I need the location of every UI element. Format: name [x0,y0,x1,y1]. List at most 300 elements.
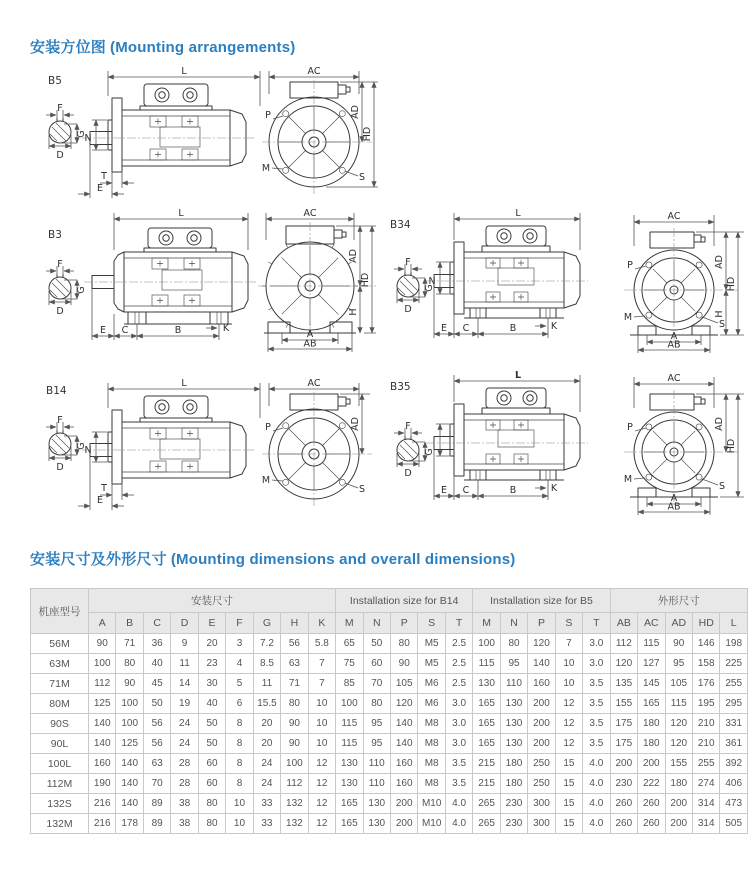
dim-cell: 160 [528,674,555,694]
dim-cell: 10 [226,794,253,814]
dim-cell: 12 [308,794,335,814]
dim-cell: 180 [638,734,665,754]
col-header: G [253,613,280,634]
dim-cell: 160 [89,754,116,774]
dim-cell: 12 [555,714,582,734]
dim-cell: 2.5 [445,674,472,694]
dim-label-G: G [424,448,435,456]
dim-cell: 260 [638,814,665,834]
dim-cell: 4 [226,654,253,674]
col-header: B [116,613,143,634]
dim-label-AB: AB [667,501,681,513]
dim-cell: 75 [336,654,363,674]
dim-cell: 120 [390,694,417,714]
dim-label-P: P [265,110,271,121]
dim-label-D: D [404,304,412,315]
dim-cell: 15 [555,774,582,794]
dim-cell: 3.5 [583,694,610,714]
dim-cell: 4.0 [583,774,610,794]
dim-label-K: K [550,321,558,332]
dim-cell: 200 [638,754,665,774]
dim-cell: 90 [89,634,116,654]
dim-label-D: D [56,462,64,473]
dim-cell: 260 [610,794,637,814]
dim-label-K: K [550,483,558,494]
dim-cell: 300 [528,794,555,814]
dim-cell: M8 [418,774,445,794]
motor-front-view [262,378,372,506]
dim-label-E: E [440,485,448,496]
dim-cell: 216 [89,814,116,834]
col-header: T [583,613,610,634]
diagram-b3 [28,206,378,356]
diagram-b34 [378,206,750,356]
dim-cell: 140 [116,754,143,774]
dim-cell: 4.0 [583,754,610,774]
dim-cell: 90 [281,714,308,734]
dim-label-L: L [514,370,522,381]
dim-cell: 180 [638,714,665,734]
section-title-mounting-dimensions [30,548,515,569]
dim-cell: 165 [336,794,363,814]
dim-cell: 19 [171,694,198,714]
dim-cell: 95 [363,714,390,734]
row-model: 56M [31,634,89,654]
dim-cell: 36 [143,634,170,654]
dim-cell: 20 [198,634,225,654]
dim-cell: M10 [418,794,445,814]
col-header: M [473,613,500,634]
dim-cell: 7 [308,654,335,674]
dim-cell: 50 [198,734,225,754]
dim-label-AC: AC [667,211,681,222]
col-header: H [281,613,308,634]
dim-cell: 100 [116,714,143,734]
dim-cell: 120 [665,714,692,734]
dim-label-A: A [670,493,678,504]
dim-cell: 145 [638,674,665,694]
dim-label-P: P [627,260,633,271]
dim-cell: 10 [308,694,335,714]
dim-cell: 38 [171,794,198,814]
dim-cell: 158 [692,654,719,674]
dimensions-table [30,588,748,834]
header-model: 机座型号 [31,589,89,634]
dim-label-L: L [515,208,521,219]
dim-cell: 120 [665,734,692,754]
dim-cell: 80 [198,794,225,814]
dim-cell: 4.0 [583,814,610,834]
dim-label-AB: AB [667,339,681,351]
dim-cell: 314 [692,814,719,834]
dim-cell: 24 [253,774,280,794]
col-header: S [418,613,445,634]
dim-cell: 3.5 [445,774,472,794]
dim-label-N: N [84,445,92,456]
row-model: 100L [31,754,89,774]
dim-cell: 80 [281,694,308,714]
dim-cell: 10 [308,734,335,754]
dim-label-C: C [121,325,129,336]
dim-cell: 265 [473,794,500,814]
dim-label-G: G [76,130,87,138]
dim-cell: 200 [390,814,417,834]
dim-cell: 255 [720,674,748,694]
row-model: 71M [31,674,89,694]
dim-cell: 130 [336,774,363,794]
dim-label-D: D [56,150,64,161]
dim-cell: 95 [363,734,390,754]
dim-cell: 130 [500,694,527,714]
dim-cell: 115 [336,734,363,754]
dim-cell: 112 [610,634,637,654]
dim-cell: 80 [116,654,143,674]
dim-cell: 10 [555,674,582,694]
dim-cell: 60 [363,654,390,674]
dim-label-F: F [57,103,63,114]
dim-cell: 8 [226,754,253,774]
dim-cell: 155 [665,754,692,774]
dim-label-L: L [181,66,187,77]
dim-cell: 95 [500,654,527,674]
motor-side-view [84,208,256,340]
dim-cell: 180 [500,774,527,794]
dim-cell: 130 [500,734,527,754]
dim-label-B: B [509,485,517,496]
dim-cell: 90 [116,674,143,694]
motor-side-view [426,208,588,338]
row-model: 90L [31,734,89,754]
dim-cell: 56 [281,634,308,654]
dim-cell: 11 [171,654,198,674]
dim-cell: 406 [720,774,748,794]
diagram-b35 [378,368,750,520]
dim-cell: 100 [473,634,500,654]
dim-label-F: F [57,415,63,426]
dim-cell: 216 [89,794,116,814]
table-header [31,589,748,634]
table-row [31,694,748,714]
dim-cell: 190 [89,774,116,794]
dim-cell: M8 [418,714,445,734]
row-model: 132S [31,794,89,814]
diagram-b3-label: B3 [48,229,62,241]
header-group-b14: Installation size for B14 [336,589,473,613]
dim-cell: 160 [390,774,417,794]
dim-cell: 8.5 [253,654,280,674]
dim-cell: 3.0 [583,634,610,654]
dim-cell: 3.5 [583,734,610,754]
motor-front-view [262,66,378,194]
shaft-section-icon [46,415,87,473]
dim-cell: 12 [308,814,335,834]
dim-cell: 210 [692,734,719,754]
dim-label-L: L [181,378,187,389]
dim-cell: 155 [610,694,637,714]
dim-label-F: F [57,259,63,270]
dim-cell: 176 [692,674,719,694]
dim-cell: 15 [555,794,582,814]
dim-cell: 56 [143,734,170,754]
dim-cell: 11 [253,674,280,694]
dim-cell: 28 [171,754,198,774]
dim-cell: M5 [418,634,445,654]
row-model: 80M [31,694,89,714]
dim-cell: 110 [363,774,390,794]
dim-label-AD: AD [714,417,725,431]
col-header: AB [610,613,637,634]
dim-label-S: S [358,484,366,495]
dim-cell: 7 [555,634,582,654]
dim-cell: 130 [500,714,527,734]
dim-cell: 180 [665,774,692,794]
dim-cell: 7 [308,674,335,694]
dim-cell: 70 [363,674,390,694]
motor-front-view [624,373,744,515]
dim-cell: 4.0 [445,814,472,834]
dim-label-M: M [623,474,633,485]
shaft-section-icon [46,103,87,161]
dim-cell: 71 [116,634,143,654]
dim-label-T: T [101,171,107,182]
dim-label-A: A [670,331,678,342]
col-header: C [143,613,170,634]
motor-front-view [624,211,744,353]
dim-cell: 15.5 [253,694,280,714]
dim-label-AD: AD [350,417,361,431]
dim-cell: 250 [528,754,555,774]
dim-cell: 7.2 [253,634,280,654]
dim-cell: 225 [720,654,748,674]
dim-cell: 112 [89,674,116,694]
dim-cell: 115 [473,654,500,674]
dim-cell: M6 [418,674,445,694]
dim-cell: 100 [116,694,143,714]
dim-cell: 2.5 [445,634,472,654]
dim-label-P: P [265,422,271,433]
table-row [31,674,748,694]
col-header: P [390,613,417,634]
dim-cell: 3.0 [445,714,472,734]
dim-cell: 85 [336,674,363,694]
dim-label-HD: HD [360,272,371,288]
dim-cell: 2.5 [445,654,472,674]
dim-label-C: C [462,323,470,334]
dim-cell: 110 [500,674,527,694]
col-header: A [89,613,116,634]
title1-en: (Mounting arrangements) [110,39,296,56]
col-header: AC [638,613,665,634]
dim-cell: 165 [473,694,500,714]
dim-label-S: S [718,319,726,330]
dim-cell: 473 [720,794,748,814]
dim-cell: 200 [610,754,637,774]
dim-cell: 10 [226,814,253,834]
dim-label-G: G [424,284,435,292]
dim-cell: 112 [281,774,308,794]
dim-cell: 127 [638,654,665,674]
diagram-b34-label: B34 [390,219,411,231]
dim-cell: 65 [336,634,363,654]
dim-cell: 10 [555,654,582,674]
col-header: S [555,613,582,634]
dim-cell: 120 [610,654,637,674]
dim-cell: 60 [198,754,225,774]
dim-cell: 50 [143,694,170,714]
table-row [31,774,748,794]
dim-cell: 3.0 [583,654,610,674]
dim-cell: 125 [116,734,143,754]
dim-cell: 230 [500,794,527,814]
dim-cell: 12 [555,734,582,754]
dim-cell: 8 [226,734,253,754]
header-group-b5: Installation size for B5 [473,589,610,613]
dim-cell: 100 [281,754,308,774]
dim-label-S: S [718,481,726,492]
dim-cell: 3.0 [445,694,472,714]
dim-cell: M8 [418,734,445,754]
header-group-mounting: 安装尺寸 [89,589,336,613]
dim-cell: 314 [692,794,719,814]
dim-cell: 146 [692,634,719,654]
dim-cell: 4.0 [445,794,472,814]
row-model: 90S [31,714,89,734]
dim-cell: 210 [692,714,719,734]
dim-cell: 175 [610,734,637,754]
col-header: F [226,613,253,634]
col-header: N [363,613,390,634]
dim-cell: 140 [116,774,143,794]
dim-cell: M8 [418,754,445,774]
row-model: 112M [31,774,89,794]
diagram-b35-label: B35 [390,381,411,393]
dim-cell: 12 [555,694,582,714]
title2-en: (Mounting dimensions and overall dimensions) [170,551,516,568]
dim-cell: 12 [308,774,335,794]
dim-cell: 3.5 [583,674,610,694]
dim-label-G: G [76,286,87,294]
dim-label-AD: AD [348,249,359,263]
dim-cell: 5 [226,674,253,694]
dim-cell: M5 [418,654,445,674]
dim-cell: 255 [692,754,719,774]
table-row [31,814,748,834]
dim-cell: 361 [720,734,748,754]
dim-label-E: E [96,183,104,194]
section-title-mounting-arrangements [30,36,295,57]
dim-cell: 23 [198,654,225,674]
col-header: T [445,613,472,634]
dim-cell: 33 [253,814,280,834]
dim-cell: 198 [720,634,748,654]
dim-cell: 300 [528,814,555,834]
dim-label-H: H [714,310,725,318]
dim-cell: 130 [363,794,390,814]
dim-cell: 50 [198,714,225,734]
dim-label-HD: HD [726,276,737,292]
dim-cell: 175 [610,714,637,734]
dim-label-B: B [174,325,182,336]
title1-zh: 安装方位图 [30,39,107,56]
dim-cell: 90 [390,654,417,674]
dim-cell: 8 [226,714,253,734]
dim-cell: 8 [226,774,253,794]
dim-cell: 140 [528,654,555,674]
dim-cell: 28 [171,774,198,794]
dim-cell: 140 [390,734,417,754]
dim-cell: 331 [720,714,748,734]
dim-cell: 56 [143,714,170,734]
dim-cell: 20 [253,714,280,734]
dim-cell: 140 [116,794,143,814]
dim-cell: 105 [665,674,692,694]
dim-cell: 71 [281,674,308,694]
motor-side-view [78,378,260,510]
dim-cell: 38 [171,814,198,834]
dim-cell: 200 [665,814,692,834]
dim-label-AB: AB [303,338,317,350]
dim-cell: 90 [281,734,308,754]
dim-cell: 265 [473,814,500,834]
dim-cell: 80 [390,634,417,654]
col-header: K [308,613,335,634]
dim-cell: 195 [692,694,719,714]
dim-cell: 505 [720,814,748,834]
dim-cell: 9 [171,634,198,654]
dim-cell: 165 [336,814,363,834]
dim-cell: 105 [390,674,417,694]
table-row [31,654,748,674]
dim-label-G: G [76,442,87,450]
dim-cell: 60 [198,774,225,794]
dim-label-P: P [627,422,633,433]
dim-label-AC: AC [303,208,317,219]
dim-cell: 90 [665,634,692,654]
dim-label-N: N [84,133,92,144]
dim-cell: 115 [665,694,692,714]
header-group-overall: 外形尺寸 [610,589,747,613]
dim-label-HD: HD [726,438,737,454]
dim-cell: M6 [418,694,445,714]
dim-cell: 110 [363,754,390,774]
col-header: AD [665,613,692,634]
dim-cell: 130 [363,814,390,834]
table-body [31,634,748,834]
dim-label-N: N [428,276,436,287]
dim-cell: 215 [473,774,500,794]
col-header: HD [692,613,719,634]
dim-label-M: M [261,475,271,486]
dim-cell: 24 [171,714,198,734]
dim-label-L: L [178,208,184,219]
dim-cell: 135 [610,674,637,694]
dim-label-S: S [358,172,366,183]
dim-cell: M10 [418,814,445,834]
dim-cell: 63 [143,754,170,774]
dim-cell: 200 [665,794,692,814]
dim-cell: 45 [143,674,170,694]
motor-front-view [258,208,378,352]
table-row [31,754,748,774]
dim-cell: 80 [500,634,527,654]
dim-cell: 6 [226,694,253,714]
dim-cell: 132 [281,814,308,834]
dim-cell: 15 [555,814,582,834]
dim-cell: 295 [720,694,748,714]
dim-cell: 115 [336,714,363,734]
dim-cell: 24 [171,734,198,754]
col-header: E [198,613,225,634]
